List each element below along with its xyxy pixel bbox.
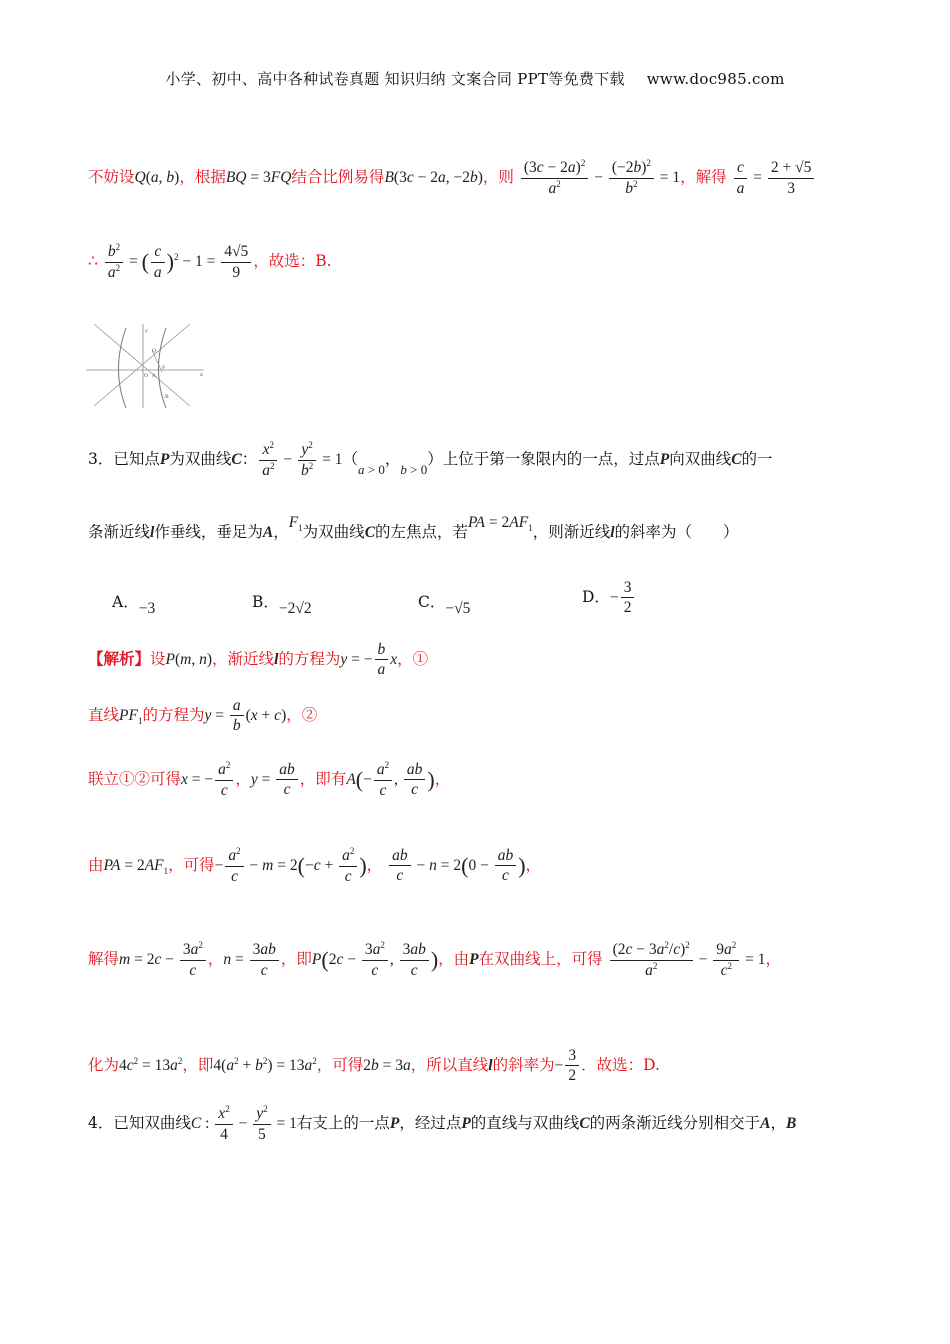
fraction: $\frac{b}{a}$ xyxy=(375,640,389,680)
fraction: $\frac{x^2}{4}$ xyxy=(215,1104,232,1144)
fraction: $\frac{4√5}{9}$ xyxy=(221,242,251,282)
math: Q xyxy=(134,169,146,187)
figure-label: O xyxy=(144,373,149,379)
header-text: 小学、初中、高中各种试卷真题 知识归纳 文案合同 PPT等免费下载 xyxy=(165,70,625,88)
analysis-line-1: 【解析】设P(m, n)，渐近线l的方程为y = − $\frac{b}{a}$ x，① xyxy=(88,641,429,679)
solution-prev-line-2: ∴ $\frac{b^2}{a^2}$ = ( $\frac{c}{a}$ )$^2$ − 1 = $\frac{4√5}{9}$ ，故选：B. xyxy=(88,242,332,281)
page-header xyxy=(0,68,950,89)
fraction: $\frac{3a^2}{c}$ xyxy=(180,940,206,980)
fraction: $\frac{ab}{c}$ xyxy=(404,760,426,800)
analysis-line-6: 化为$4c^2 = 13a^2$，即$4(a^2 + b^2) = 13a^2$，可得2b = 3a，所以直线l的斜率为− $\frac{3}{2}$ ．故选：D. xyxy=(88,1047,660,1085)
fraction: $\frac{ab}{c}$ xyxy=(389,846,411,886)
fraction: $\frac{b^2}{a^2}$ xyxy=(105,242,123,282)
option-a[interactable]: A．−3 xyxy=(112,593,156,617)
fraction: $\frac{a^2}{c}$ xyxy=(215,760,233,800)
analysis-line-3: 联立①②可得x = − $\frac{a^2}{c}$ ，y = $\frac{ab}{c}$ ，即有A(− $\frac{a^2}{c}$ , $\frac{ab}{c}$ )， xyxy=(88,760,451,799)
fraction: $\frac{ab}{c}$ xyxy=(276,760,298,800)
fraction: $\frac{x^2}{a^2}$ xyxy=(259,440,277,480)
analysis-line-4: 由PA = $2AF_1$，可得− $\frac{a^2}{c}$ − m = 2(−c + $\frac{a^2}{c}$ )， $\frac{ab}{c}$ − n = 2(0 − $\frac{ab}{c}$ )， xyxy=(88,846,542,885)
fraction: $\frac{2 + √5}{3}$ xyxy=(768,158,815,198)
option-c[interactable]: C．−√5 xyxy=(418,593,471,617)
fraction: $\frac{3ab}{c}$ xyxy=(250,940,279,980)
fraction: $\frac{3}{2}$ xyxy=(621,578,635,618)
fraction: $\frac{(-2b)^2}{b^2}$ xyxy=(609,158,654,198)
fraction: $\frac{a^2}{c}$ xyxy=(225,846,243,886)
figure-label: Q xyxy=(152,348,157,354)
header-url: www.doc985.com xyxy=(646,70,785,88)
fraction: $\frac{a^2}{c}$ xyxy=(339,846,357,886)
analysis-line-2: 直线$PF_1$的方程为y = $\frac{a}{b}$ (x + c)，② xyxy=(88,697,318,735)
solution-prev-line-1: 不妨设Q(a, b)，根据BQ = 3FQ结合比例易得B(3c − 2a, −2b)，则 $\frac{(3c - 2a)^2}{a^2}$ − $\frac{(-2b)^2}{b^2}$ = 1，解得 $\frac{c}{a}$ = $\frac{2 + √5}{3}$ xyxy=(88,158,816,198)
fraction: $\frac{ab}{c}$ xyxy=(495,846,517,886)
hyperbola-figure xyxy=(86,320,206,410)
fraction: $\frac{a}{b}$ xyxy=(230,696,244,736)
fraction: $\frac{y^2}{5}$ xyxy=(253,1104,270,1144)
math: BQ xyxy=(225,169,247,187)
question-4-line-1: 4．已知双曲线C : $\frac{x^2}{4}$ − $\frac{y^2}{5}$ = 1右支上的一点P，经过点P的直线与双曲线C的两条渐近线分别相交于A，B xyxy=(88,1104,797,1143)
fraction: $\frac{3a^2}{c}$ xyxy=(362,940,388,980)
analysis-line-5: 解得m = 2c − $\frac{3a^2}{c}$ ，n = $\frac{3ab}{c}$ ，即P(2c − $\frac{3a^2}{c}$ , $\frac{3ab}{c}$ )，由P在双曲线上，可得 $\frac{(2c - 3a^2/c)^2}{a^2}$ − $\frac{9a^2}{c^2}$ = 1， xyxy=(88,940,782,979)
fraction: $\frac{c}{a}$ xyxy=(734,158,748,198)
figure-label: x xyxy=(200,372,203,378)
fraction: $\frac{c}{a}$ xyxy=(151,242,165,282)
fraction: $\frac{9a^2}{c^2}$ xyxy=(713,940,739,980)
fraction: $\frac{3}{2}$ xyxy=(565,1046,579,1086)
fraction: $\frac{y^2}{b^2}$ xyxy=(298,440,316,480)
option-b[interactable]: B．−2√2 xyxy=(252,593,312,617)
option-d[interactable]: D．− $\frac{3}{2}$ xyxy=(582,578,636,618)
figure-label: F xyxy=(162,365,166,371)
question-3-line-1: 3．已知点P为双曲线C： $\frac{x^2}{a^2}$ − $\frac{y^2}{b^2}$ = $1(_a$ $_{> 0}$，$_b$ $_{> 0}$）上位于第一象限内的一点，过点P向双曲线C的一 xyxy=(88,440,773,479)
fraction: $\frac{(2c - 3a^2/c)^2}{a^2}$ xyxy=(610,940,693,980)
figure-label: B xyxy=(165,394,169,400)
fraction: $\frac{3ab}{c}$ xyxy=(400,940,429,980)
question-3-line-2: 条渐近线l作垂线，垂足为A，$F_1$为双曲线C的左焦点，若PA = $2AF_1$，则渐近线l的斜率为（ ） xyxy=(88,514,739,541)
fraction: $\frac{a^2}{c}$ xyxy=(374,760,392,800)
figure-label: A xyxy=(152,373,156,379)
figure-label: y xyxy=(145,328,148,334)
fraction: $\frac{(3c - 2a)^2}{a^2}$ xyxy=(521,158,588,198)
